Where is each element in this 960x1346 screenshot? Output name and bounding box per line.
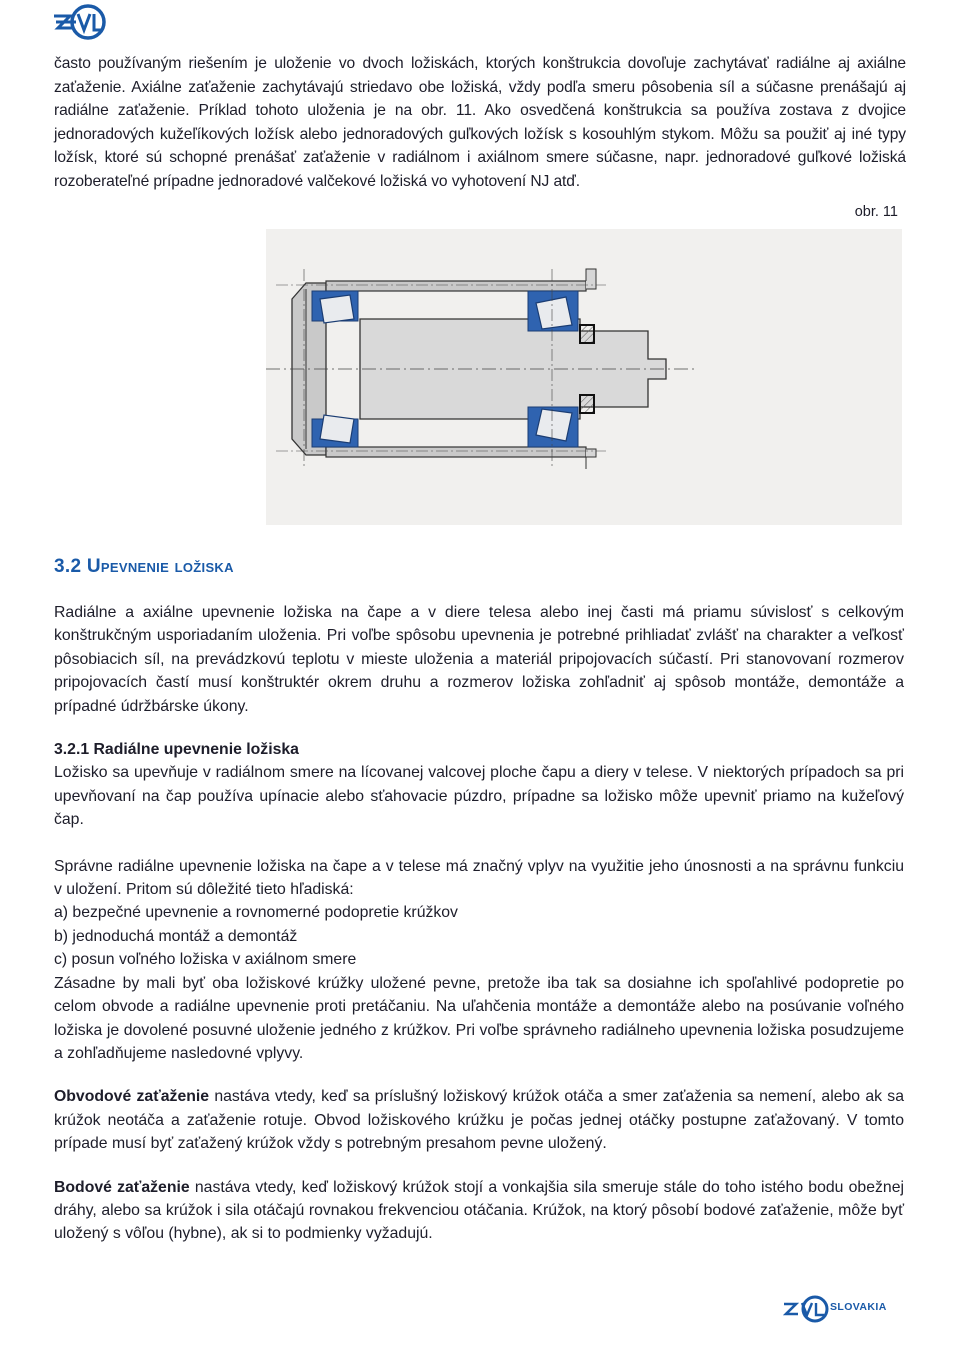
figure-caption: obr. 11 xyxy=(854,204,898,220)
zvl-logo-top xyxy=(50,2,106,42)
obvodove-text: nastáva vtedy, keď sa príslušný ložiskový krúžok otáča a smer zaťaženia sa nemení, alebo ak sa krúžok neotáča a zaťaženie rotuje. Obvod ložiskového krúžku je počas jednej otáčky postupne zaťažovaný. V tomto prípade musí byť zaťažený krúžok vždy s potrebným presahom pevne uložený. xyxy=(54,1088,904,1153)
list-item-b: b) jednoduchá montáž a demontáž xyxy=(54,927,298,945)
intro-paragraph xyxy=(54,52,906,194)
bodove-term: Bodové zaťaženie xyxy=(54,1178,190,1196)
subsection-paragraph-2: Správne radiálne upevnenie ložiska na čape a v telese má značný vplyv na využitie jeho únosnosti a na správnu funkciu v uložení. Pritom sú dôležité tieto hľadiská: xyxy=(54,857,904,899)
obvodove-paragraph xyxy=(54,1085,904,1155)
bodove-text: nastáva vtedy, keď ložiskový krúžok stojí a vonkajšia sila smeruje stále do toho istého bodu obežnej dráhy, alebo sa krúžok i sila otáčajú rovnakou frekvenciou otáčania. Krúžok, na ktorý pôsobí bodové zaťaženie, môže byť uložený s vôľou (hybne), ak si to podmienky vyžadujú. xyxy=(54,1178,904,1243)
section-title: 3.2 Upevnenie ložiska xyxy=(54,556,234,577)
subsection-paragraph-1: Ložisko sa upevňuje v radiálnom smere na lícovanej valcovej ploche čapu a diery v telese. V niektorých prípadoch sa pri upevňovaní na čap používa upínacie alebo sťahovacie púzdro, prípadne sa ložisko môže upevniť priamo na kužeľový čap. xyxy=(54,764,904,829)
body-text xyxy=(54,601,904,1246)
intro-text: často používaným riešením je uloženie vo dvoch ložiskách, ktorých konštrukcia dovoľuje zachytávať radiálne aj axiálne zaťaženie. Axiálne zaťaženie zachytávajú striedavo obe ložiská, vždy podľa smeru pôsobenia síl a súčasne prenášajú aj radiálne zaťaženie. Príklad tohoto uloženia je na obr. 11. Ako osvedčená konštrukcia sa používa zostava z dvojice jednoradových kužeľíkových ložísk alebo jednoradových guľkových ložísk s kosouhlým stykom. Môžu sa použiť aj iné typy ložísk, ktoré sú schopné prenášať zaťaženie v radiálnom i axiálnom smere súčasne, napr. jednoradové guľkové ložiská rozoberateľné prípadne jednoradové valčekové ložiská vo vyhotovení NJ atď. xyxy=(54,55,906,190)
obvodove-term: Obvodové zaťaženie xyxy=(54,1088,210,1106)
bearing-drawing xyxy=(266,229,902,525)
section-paragraph: Radiálne a axiálne upevnenie ložiska na čape a v diere telesa alebo inej časti má priamu súvislosť s celkovým konštrukčným usporiadaním uloženia. Pri voľbe spôsobu upevnenia je potrebné prihliadať zvlášť na charakter a veľkosť pôsobiacich síl, na prevádzkovú teplotu v mieste uloženia a materiál pripojovacích súčastí. Pri stanovovaní rozmerov pripojovacích častí musí konštruktér okrem druhu a rozmerov ložiska zohľadniť aj spôsob montáže, demontáže a prípadné údržbárske úkony. xyxy=(54,604,904,715)
bodove-paragraph xyxy=(54,1176,904,1246)
list-item-a: a) bezpečné upevnenie a rovnomerné podopretie krúžkov xyxy=(54,904,458,922)
subsection-title: 3.2.1 Radiálne upevnenie ložiska xyxy=(54,741,299,759)
slovakia-label: SLOVAKIA xyxy=(830,1301,887,1313)
subsection-paragraph-3: Zásadne by mali byť oba ložiskové krúžky uložené pevne, pretože iba tak sa dosiahne ich spoľahlivé podopretie po celom obvode a radiálne upevnenie proti pretáčaniu. Na uľahčenia montáže a demontáže alebo na posúvanie voľného ložiska je dovolené posuvné uloženie jedného z krúžkov. Pri voľbe správneho radiálneho upevnenia ložiska posudzujeme a zohľadňujeme nasledovné vplyvy. xyxy=(54,974,904,1062)
zvl-slovakia-logo xyxy=(782,1294,910,1324)
list-item-c: c) posun voľného ložiska v axiálnom smere xyxy=(54,951,357,969)
